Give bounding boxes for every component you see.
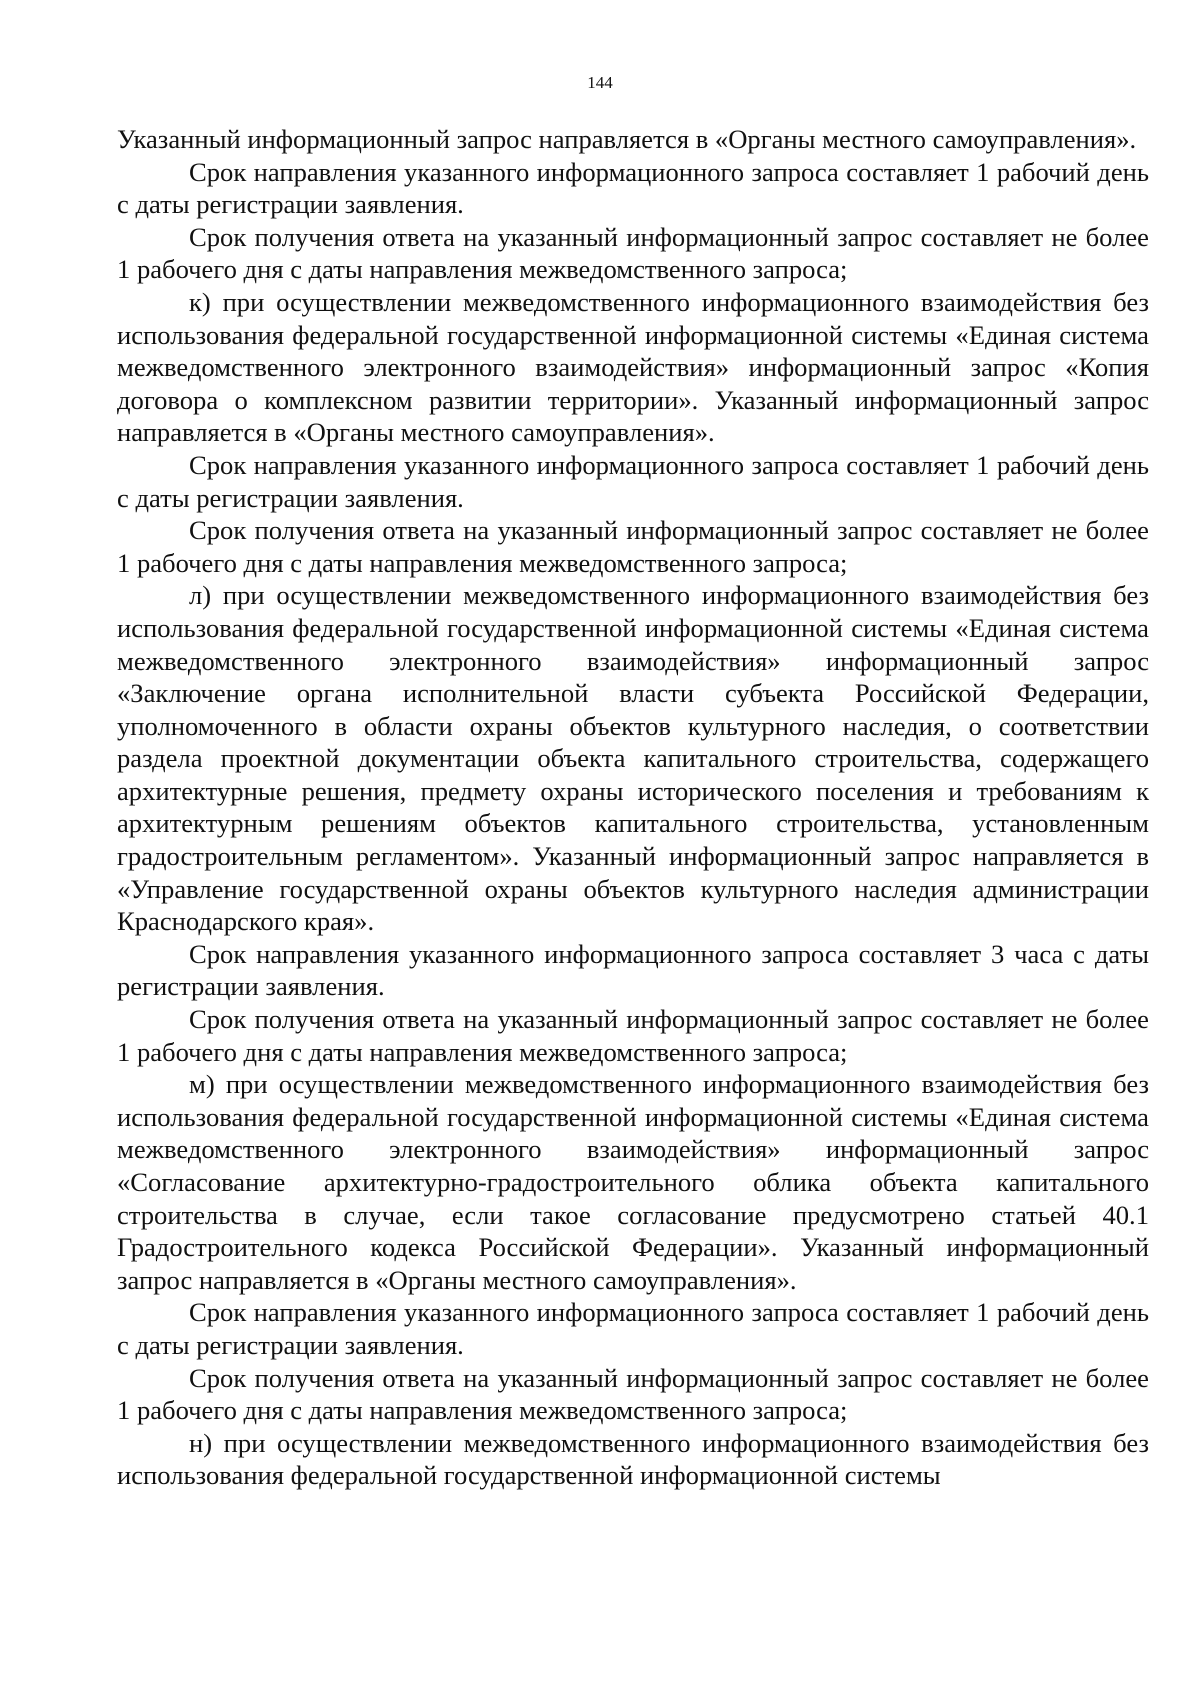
paragraph: Срок получения ответа на указанный информационный запрос составляет не более 1 рабочего дня с даты направления межведомственного запроса; — [117, 515, 1149, 578]
paragraph: Срок получения ответа на указанный информационный запрос составляет не более 1 рабочего дня с даты направления межведомственного запроса; — [117, 1362, 1149, 1426]
document-body — [117, 123, 1149, 1492]
page-number: 144 — [587, 73, 613, 92]
paragraph-item-m: м) при осуществлении межведомственного информационного взаимодействия без использования федеральной государственной информационной системы «Единая система межведомственного электронного взаимодействия» информационный запрос «Согласование архитектурно-градостроительного облика объекта капитального строительства в случае, если такое согласование предусмотрено статьей 40.1 Градостроительного кодекса Российской Федерации». Указанный информационный запрос направляется в «Органы местного самоуправления». — [117, 1069, 1149, 1295]
paragraph: Срок направления указанного информационного запроса составляет 3 часа с даты регистрации заявления. — [117, 938, 1149, 1002]
paragraph: Срок получения ответа на указанный информационный запрос составляет не более 1 рабочего дня с даты направления межведомственного запроса; — [117, 221, 1149, 285]
paragraph-item-n: н) при осуществлении межведомственного информационного взаимодействия без использования федеральной государственной информационной системы — [117, 1427, 1149, 1491]
paragraph-item-l: л) при осуществлении межведомственного информационного взаимодействия без использования федеральной государственной информационной системы «Единая система межведомственного электронного взаимодействия» информационный запрос «Заключение органа исполнительной власти субъекта Российской Федерации, уполномоченного в области охраны объектов культурного наследия, о соответствии раздела проектной документации объекта капитального строительства, содержащего архитектурные решения, предмету охраны исторического поселения и требованиям к архитектурным решениям объектов капитального строительства, установленным градостроительным регламентом». Указанный информационный запрос направляется в «Управление государственной охраны объектов культурного наследия администрации Краснодарского края». — [117, 580, 1149, 937]
paragraph: Указанный информационный запрос направляется в «Органы местного самоуправления». — [117, 124, 1137, 154]
paragraph: Срок направления указанного информационного запроса составляет 1 рабочий день с даты регистрации заявления. — [117, 449, 1149, 513]
paragraph-item-k: к) при осуществлении межведомственного информационного взаимодействия без использования федеральной государственной информационной системы «Единая система межведомственного электронного взаимодействия» информационный запрос «Копия договора о комплексном развитии территории». Указанный информационный запрос направляется в «Органы местного самоуправления». — [117, 286, 1149, 448]
paragraph: Срок направления указанного информационного запроса составляет 1 рабочий день с даты регистрации заявления. — [117, 156, 1149, 220]
paragraph: Срок направления указанного информационного запроса составляет 1 рабочий день с даты регистрации заявления. — [117, 1297, 1149, 1360]
paragraph: Срок получения ответа на указанный информационный запрос составляет не более 1 рабочего дня с даты направления межведомственного запроса; — [117, 1004, 1149, 1067]
